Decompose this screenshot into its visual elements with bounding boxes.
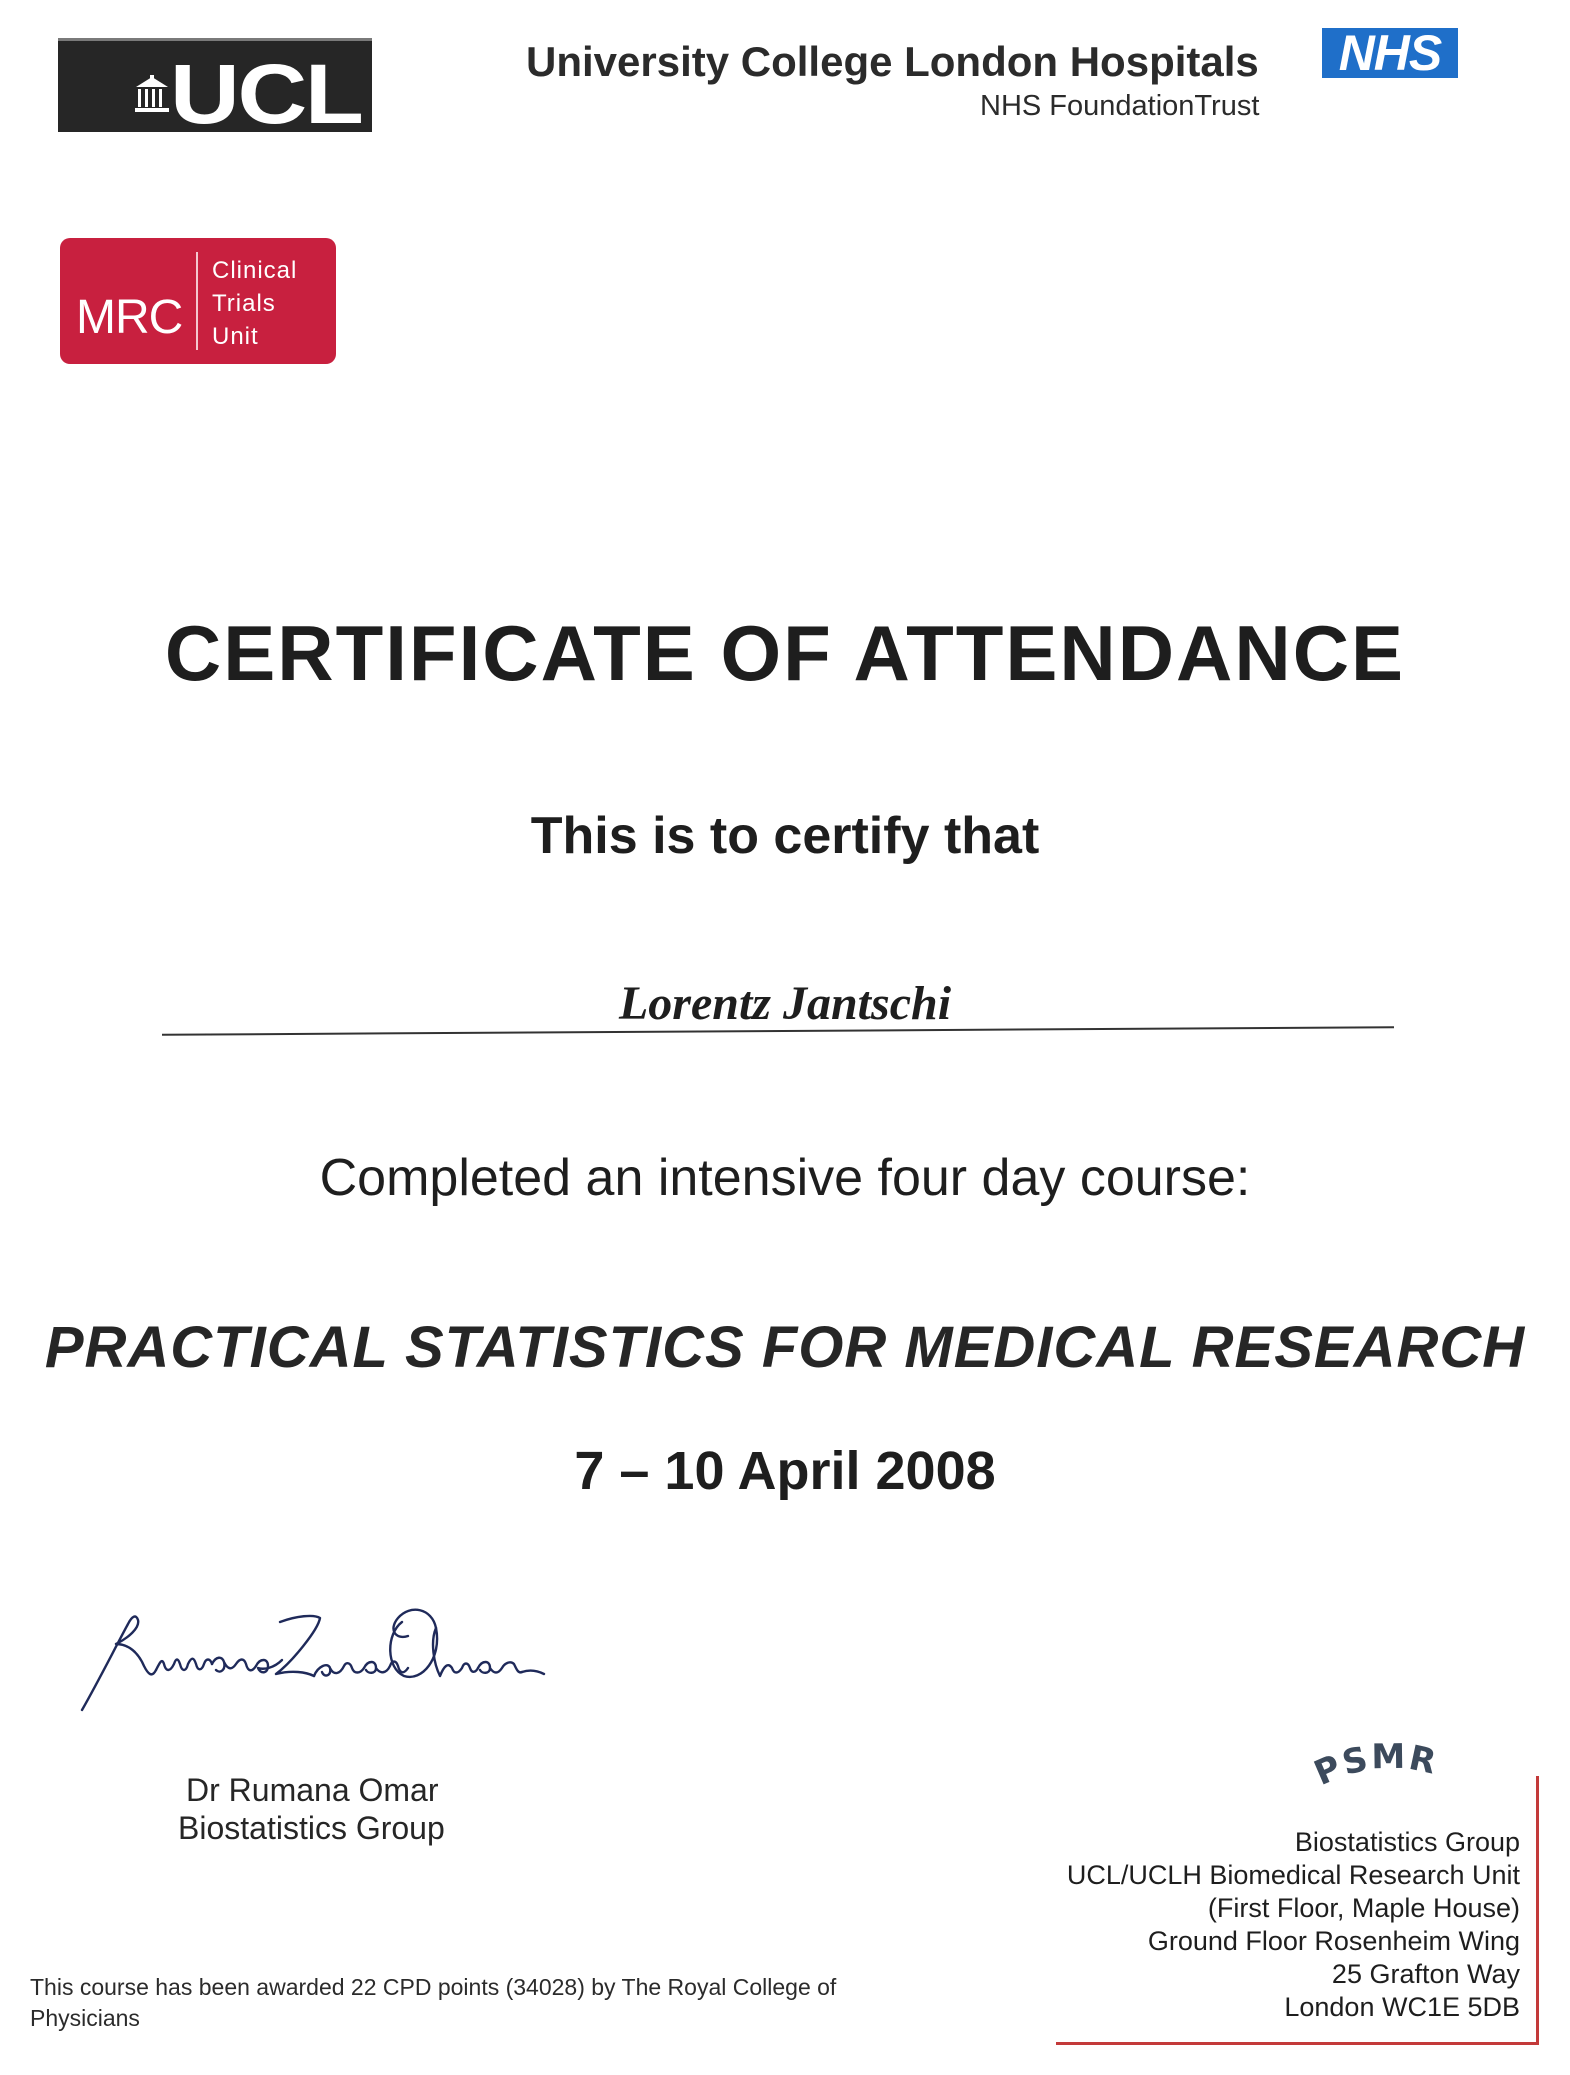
ucl-logo-text: UCL bbox=[170, 46, 362, 141]
svg-text:PSMR: PSMR bbox=[1308, 1738, 1442, 1794]
address-line: Ground Floor Rosenheim Wing bbox=[1147, 1926, 1520, 1956]
address-line: 25 Grafton Way bbox=[1331, 1959, 1520, 1989]
ucl-logo bbox=[58, 38, 372, 141]
ucl-portico-icon bbox=[132, 75, 172, 113]
completion-statement: Completed an intensive four day course: bbox=[319, 1149, 1251, 1207]
nhs-logo: NHS bbox=[1322, 28, 1458, 78]
handwritten-signature bbox=[70, 1578, 580, 1728]
address-line: UCL/UCLH Biomedical Research Unit bbox=[1066, 1860, 1520, 1890]
mrc-logo-divider bbox=[196, 252, 198, 350]
signatory-group: Biostatistics Group bbox=[178, 1810, 445, 1846]
hospital-name: University College London Hospitals bbox=[526, 38, 1259, 85]
course-dates: 7 – 10 April 2008 bbox=[574, 1441, 996, 1501]
mrc-logo-line: Clinical bbox=[212, 257, 298, 284]
address-line: (First Floor, Maple House) bbox=[1207, 1893, 1520, 1923]
mrc-logo-line: Unit bbox=[212, 323, 259, 350]
stamp-border-bottom bbox=[1056, 2042, 1539, 2045]
psmr-stamp bbox=[1300, 1738, 1480, 1798]
certify-statement: This is to certify that bbox=[530, 807, 1040, 865]
mrc-logo-unit-name bbox=[212, 254, 297, 353]
unit-address bbox=[1000, 1826, 1520, 2024]
signatory-name: Dr Rumana Omar bbox=[186, 1772, 439, 1808]
stamp-border-right bbox=[1536, 1776, 1539, 2044]
mrc-logo-line: Trials bbox=[212, 290, 276, 317]
trust-name: NHS FoundationTrust bbox=[980, 90, 1260, 122]
cpd-points-note: This course has been awarded 22 CPD points (34028) by The Royal College of Physicians bbox=[30, 1974, 837, 2031]
mrc-logo-letters: MRC bbox=[76, 291, 183, 344]
address-line: London WC1E 5DB bbox=[1284, 1992, 1520, 2022]
certificate-title: CERTIFICATE OF ATTENDANCE bbox=[164, 609, 1406, 697]
mrc-ctu-logo bbox=[60, 238, 336, 364]
recipient-name: Lorentz Jantschi bbox=[618, 977, 952, 1030]
address-line: Biostatistics Group bbox=[1294, 1827, 1520, 1857]
course-title: PRACTICAL STATISTICS FOR MEDICAL RESEARCH bbox=[44, 1315, 1526, 1380]
